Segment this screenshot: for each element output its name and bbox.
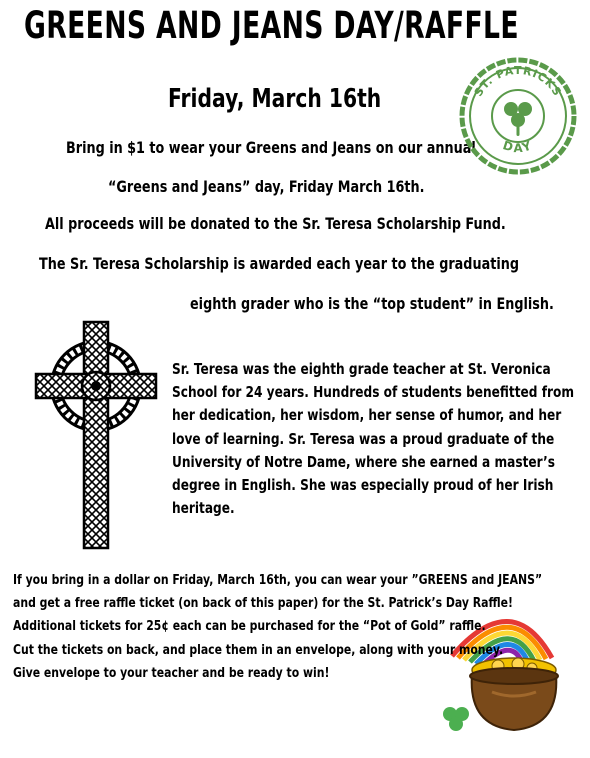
bio-line: love of learning. Sr. Teresa was a proud graduate of the [172, 429, 555, 448]
bio-line: Sr. Teresa was the eighth grade teacher at St. Veronica [172, 360, 551, 378]
bio-line: her dedication, her wisdom, her sense of humor, and her [172, 406, 562, 425]
intro-line: eighth grader who is the “top student” in English. [190, 294, 554, 313]
stamp-bottom-text: DAY [501, 138, 535, 156]
intro-line: All proceeds will be donated to the Sr. Teresa Scholarship Fund. [45, 214, 506, 233]
bio-line: School for 24 years. Hundreds of students benefitted from [172, 383, 574, 402]
svg-text:DAY [501, 138, 535, 155]
page-title: GREENS AND JEANS DAY/RAFFLE [24, 4, 519, 47]
stamp-top-text: ST. PATRICKS [471, 63, 565, 99]
bio-paragraph [172, 358, 574, 520]
raffle-line: If you bring in a dollar on Friday, March 16th, you can wear your ”GREENS and JEANS” [13, 572, 543, 588]
bio-line: degree in English. She was especially proud of her Irish [172, 476, 554, 495]
intro-line: The Sr. Teresa Scholarship is awarded each year to the graduating [39, 254, 519, 273]
celtic-cross-icon [32, 318, 160, 554]
raffle-line: Additional tickets for 25¢ each can be purchased for the “Pot of Gold” raffle. [13, 618, 486, 635]
bio-line: heritage. [172, 499, 235, 518]
st-patricks-day-stamp-icon [458, 56, 578, 176]
raffle-line: Cut the tickets on back, and place them in an envelope, along with your money. [13, 641, 504, 658]
raffle-line: Give envelope to your teacher and be ready to win! [13, 664, 330, 681]
event-date: Friday, March 16th [168, 84, 382, 114]
raffle-line: and get a free raffle ticket (on back of this paper) for the St. Patrick’s Day Raffle! [13, 595, 513, 612]
intro-line: Bring in $1 to wear your Greens and Jeans on our annual [66, 138, 476, 157]
intro-line: “Greens and Jeans” day, Friday March 16th. [108, 177, 425, 196]
bio-line: University of Notre Dame, where she earned a master’s [172, 452, 555, 471]
raffle-instructions [13, 569, 542, 685]
